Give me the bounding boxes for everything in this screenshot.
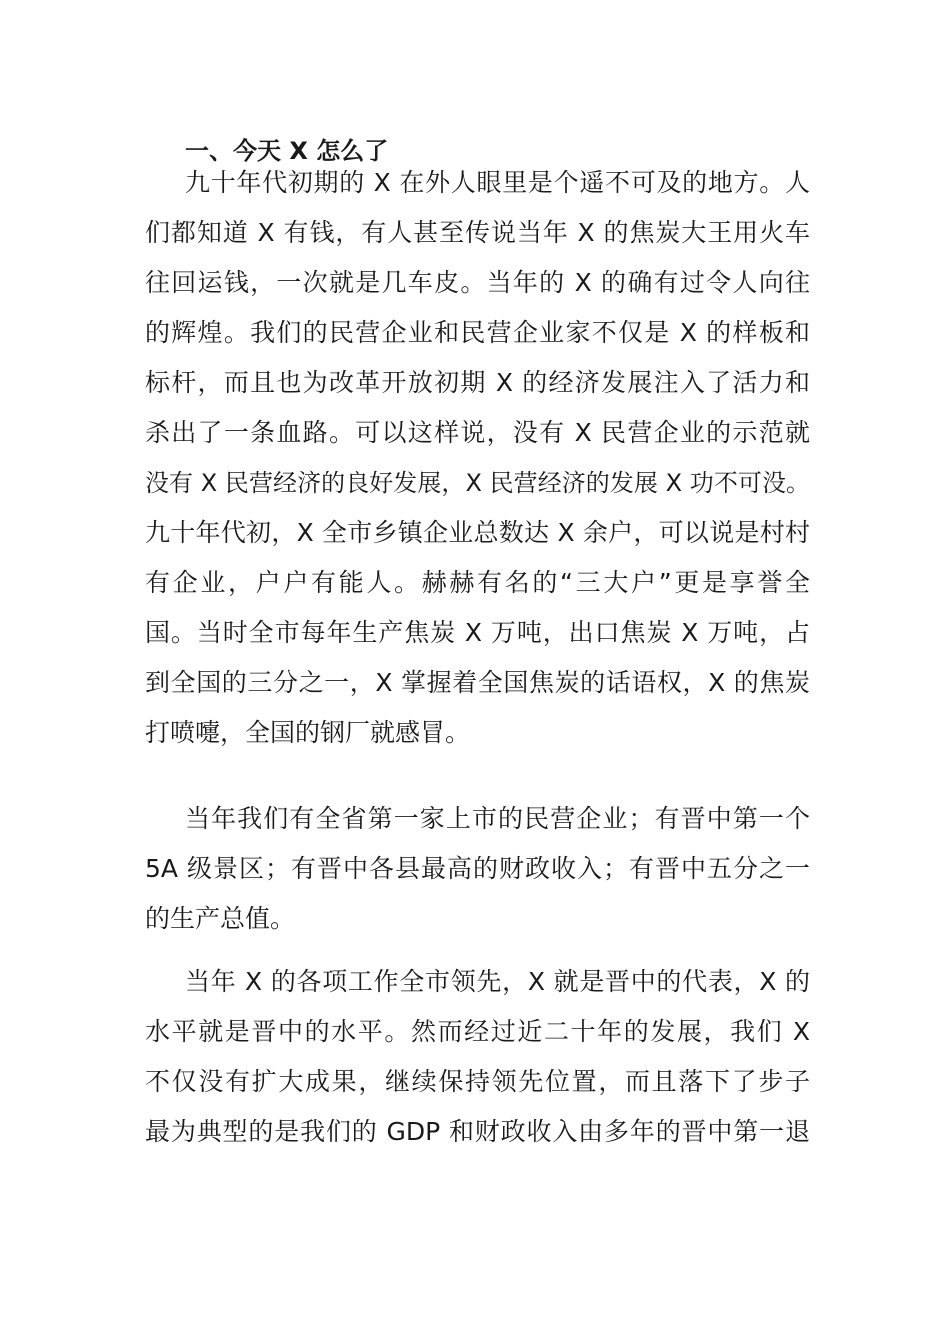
paragraph-line: 到全国的三分之一，X 掌握着全国焦炭的话语权，X 的焦炭 [145,668,810,697]
paragraph-line: 九十年代初，X 全市乡镇企业总数达 X 余户，可以说是村村 [145,518,810,547]
paragraph-line: 5A 级景区；有晋中各县最高的财政收入；有晋中五分之一 [145,854,810,883]
paragraph-line: 的辉煌。我们的民营企业和民营企业家不仅是 X 的样板和 [145,318,810,347]
paragraph-line: 当年 X 的各项工作全市领先，X 就是晋中的代表，X 的 [185,967,810,996]
paragraph-line: 水平就是晋中的水平。然而经过近二十年的发展，我们 X [145,1017,810,1046]
paragraph-line: 有企业，户户有能人。赫赫有名的“三大户”更是享誉全 [145,568,810,597]
section-heading: 一、今天 X 怎么了 [185,137,389,165]
paragraph-line: 没有 X 民营经济的良好发展，X 民营经济的发展 X 功不可没。 [145,469,810,497]
paragraph-line: 最为典型的是我们的 GDP 和财政收入由多年的晋中第一退 [145,1117,810,1146]
paragraph-line: 们都知道 X 有钱，有人甚至传说当年 X 的焦炭大王用火车 [145,218,810,247]
paragraph-line: 杀出了一条血路。可以这样说，没有 X 民营企业的示范就 [145,418,810,447]
paragraph-line: 不仅没有扩大成果，继续保持领先位置，而且落下了步子 [145,1067,810,1096]
paragraph-line: 标杆，而且也为改革开放初期 X 的经济发展注入了活力和 [145,368,810,397]
paragraph-line: 往回运钱，一次就是几车皮。当年的 X 的确有过令人向往 [145,268,810,297]
paragraph-line: 的生产总值。 [145,904,296,933]
paragraph-line: 打喷嚏，全国的钢厂就感冒。 [145,718,471,747]
paragraph-line: 当年我们有全省第一家上市的民营企业；有晋中第一个 [185,804,810,833]
paragraph-line: 九十年代初期的 X 在外人眼里是个遥不可及的地方。人 [185,168,810,197]
paragraph-line: 国。当时全市每年生产焦炭 X 万吨，出口焦炭 X 万吨，占 [145,618,810,647]
